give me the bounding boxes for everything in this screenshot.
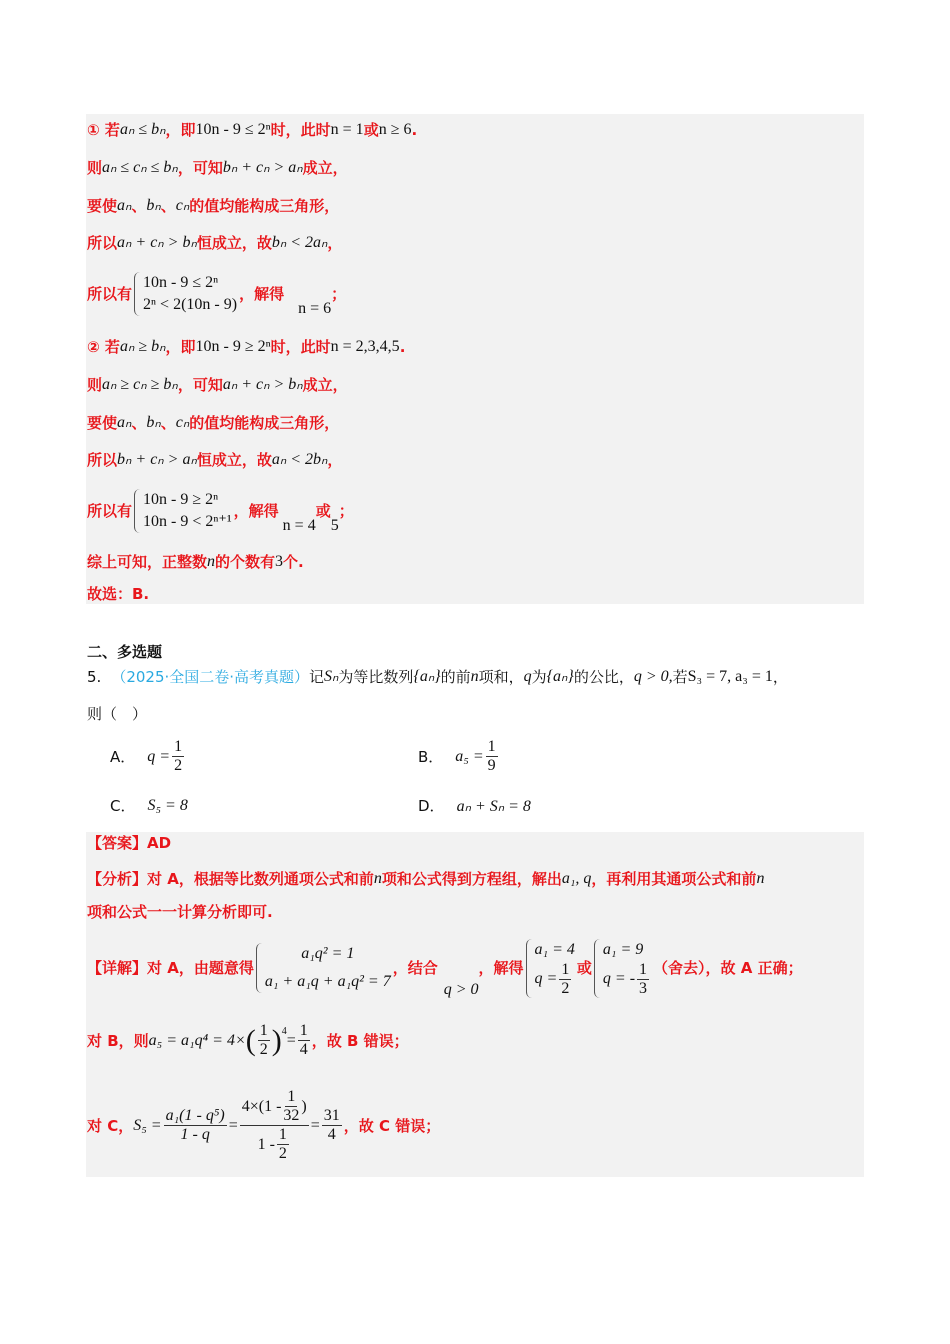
math: n [373, 870, 382, 887]
math: cₙ [175, 197, 190, 214]
math: aₙ [117, 197, 132, 214]
option-b[interactable] [418, 738, 500, 775]
numerator: a₁(1 - q⁵) [165, 1107, 225, 1124]
text: 【详解】对 A，由题意得 [87, 959, 254, 977]
text: 或 [315, 502, 331, 520]
denominator: 3 [639, 979, 648, 997]
text: 综上可知，正整数 [87, 553, 208, 571]
text: 所以有 [87, 502, 133, 520]
case2-line1 [87, 337, 405, 357]
question-line2: 则（ ） [87, 705, 148, 723]
math: q [523, 668, 532, 685]
math: aₙ ≤ bₙ [119, 121, 166, 138]
denominator: 32 [283, 1107, 300, 1124]
solution-system-2 [594, 939, 651, 998]
text: 时，此时 [270, 338, 331, 356]
math: = [286, 1031, 296, 1049]
option-d[interactable] [418, 795, 531, 816]
exponent: 4 [281, 1026, 287, 1037]
math: bₙ + cₙ > aₙ [117, 451, 197, 468]
denominator: 4 [327, 1126, 336, 1143]
math: aₙ ≤ cₙ ≤ bₙ [102, 159, 178, 176]
fraction [172, 738, 184, 775]
text: 项和， [478, 668, 524, 686]
text: 的个数有 [215, 553, 276, 571]
math: bₙ [146, 197, 161, 214]
text: 、 [131, 197, 147, 215]
detail-b [87, 1022, 409, 1059]
math: aₙ ≥ bₙ [119, 338, 166, 355]
text: ，故 B 错误； [311, 1031, 409, 1050]
math: = [228, 1116, 238, 1134]
text: 时，此时 [270, 121, 331, 139]
text: ，可知 [177, 159, 223, 177]
text: 要使 [87, 197, 118, 215]
text: 的值均能构成三角形， [189, 414, 340, 432]
option-label: C． [110, 797, 136, 815]
math: 1 - [257, 1135, 275, 1153]
text: 或 [576, 959, 592, 977]
denominator: 2 [174, 757, 183, 774]
fraction [164, 1107, 227, 1144]
fraction [322, 1107, 342, 1144]
equation-system [134, 489, 232, 533]
denominator: 9 [487, 757, 496, 774]
math: a₁ + a₁q + a₁q² = 7 [264, 973, 391, 990]
text: 恒成立，故 [196, 451, 272, 469]
math: q > 0, [633, 668, 673, 685]
math: a₁ = 4 [534, 940, 575, 958]
option-c[interactable] [110, 795, 188, 816]
math: n = 1 [330, 121, 364, 138]
detail-c [87, 1088, 440, 1163]
math: bₙ + cₙ > aₙ [222, 159, 303, 176]
numerator: 1 [487, 738, 496, 755]
denominator: 2 [259, 1041, 268, 1058]
text: 所以 [87, 451, 118, 469]
fraction [559, 961, 571, 998]
numerator: 1 [561, 960, 570, 978]
text: 要使 [87, 414, 118, 432]
math: 5 [330, 517, 339, 534]
fraction [258, 1022, 270, 1059]
math: q = [534, 970, 558, 987]
fraction [240, 1088, 309, 1163]
case2-line3 [87, 413, 339, 433]
math: cₙ [175, 414, 190, 431]
text: ① 若 [87, 121, 120, 139]
denominator: 2 [278, 1145, 287, 1162]
fraction [298, 1022, 310, 1059]
numerator: 31 [323, 1107, 340, 1124]
math: aₙ ≥ cₙ ≥ bₙ [102, 376, 178, 393]
question-source: （2025·全国二卷·高考真题） [111, 668, 310, 686]
text: ② 若 [87, 338, 120, 356]
text: 则 [87, 159, 103, 177]
math: q > 0 [443, 981, 479, 998]
math: aₙ < 2bₙ [271, 451, 328, 468]
text: . [411, 121, 418, 139]
case1-line4 [87, 233, 342, 253]
math: q = [147, 747, 171, 765]
section-title: 二、多选题 [87, 643, 163, 661]
fraction [637, 961, 649, 998]
text: 、 [160, 414, 176, 432]
math: q = - [602, 970, 636, 987]
math: aₙ + cₙ > bₙ [222, 376, 303, 393]
option-a[interactable] [110, 738, 186, 775]
math: n = 6 [298, 300, 332, 317]
math: 2ⁿ < 2(10n - 9) [143, 296, 238, 313]
math: 10n - 9 ≤ 2ⁿ [195, 121, 271, 138]
math: 10n - 9 ≥ 2ⁿ [143, 491, 219, 508]
math: a₁q² = 1 [301, 945, 355, 962]
numerator: 1 [299, 1022, 308, 1039]
math: a₅ = [455, 747, 484, 765]
detail-a [87, 935, 803, 1001]
text: 对 C， [87, 1116, 134, 1135]
text: ， [772, 668, 788, 686]
math: a₅ = a₁q⁴ = 4× [148, 1031, 246, 1049]
math: 4×(1 - [241, 1097, 282, 1115]
fraction [283, 1088, 299, 1125]
math: {aₙ} [413, 668, 441, 685]
text: 为 [531, 668, 547, 686]
equation-system [256, 943, 391, 993]
text: 的值均能构成三角形， [189, 197, 340, 215]
math: n [207, 553, 216, 570]
text: （舍去），故 A 正确； [653, 959, 803, 977]
text: 【分析】对 A，根据等比数列通项公式和前 [87, 870, 374, 888]
text: 若 [672, 668, 688, 686]
denominator: 4 [299, 1041, 308, 1058]
text: 成立， [302, 376, 348, 394]
denominator: 2 [561, 979, 570, 997]
text: 对 B，则 [87, 1031, 149, 1050]
case1-line1 [87, 120, 417, 140]
math: 10n - 9 < 2ⁿ⁺¹ [143, 513, 232, 530]
text: 的前 [440, 668, 471, 686]
text: 个. [283, 553, 304, 571]
text: ，即 [165, 121, 196, 139]
math: aₙ + cₙ > bₙ [117, 234, 197, 251]
math: bₙ < 2aₙ [271, 234, 328, 251]
text: ， [327, 234, 343, 252]
choice: 故选：B. [87, 585, 150, 603]
case2-line2 [87, 375, 348, 395]
text: ，解得 [233, 502, 279, 520]
option-label: A． [110, 748, 136, 766]
math: n = 4 [282, 517, 316, 534]
text: ， [327, 451, 343, 469]
math: n [470, 668, 479, 685]
text: ，故 C 错误； [343, 1116, 441, 1135]
numerator: 1 [259, 1022, 268, 1039]
question-stem [87, 667, 788, 687]
text: 所以有 [87, 285, 133, 303]
option-label: D． [418, 797, 445, 815]
math: S₅ = 8 [147, 796, 188, 814]
case1-line3 [87, 196, 339, 216]
math: 10n - 9 ≤ 2ⁿ [143, 274, 219, 291]
math: = [310, 1116, 320, 1134]
text: ，结合 [392, 959, 438, 977]
text: 所以 [87, 234, 118, 252]
text: ； [331, 285, 347, 303]
math: S₅ = [133, 1116, 162, 1134]
math: n ≥ 6 [378, 121, 412, 138]
conclusion [87, 552, 304, 572]
text: 记 [309, 668, 325, 686]
text: ，再利用其通项公式和前 [591, 870, 757, 888]
math: 3 [275, 553, 284, 570]
text: ，解得 [478, 959, 524, 977]
text: 、 [131, 414, 147, 432]
text: 或 [363, 121, 379, 139]
case2-line5 [87, 485, 354, 537]
text: 的公比， [573, 668, 634, 686]
math: a₁, q [561, 870, 592, 887]
case1-line2 [87, 158, 348, 178]
text: ，即 [165, 338, 196, 356]
analysis-line1 [87, 869, 764, 889]
math: Sₙ [324, 668, 339, 685]
math: 10n - 9 ≥ 2ⁿ [195, 338, 271, 355]
paren: ) [271, 1023, 282, 1057]
text: . [399, 338, 406, 356]
solution-system-1 [526, 939, 575, 998]
text: 成立， [302, 159, 348, 177]
math: {aₙ} [546, 668, 574, 685]
math: aₙ [117, 414, 132, 431]
option-label: B． [418, 748, 444, 766]
equation-system [134, 272, 237, 316]
fraction [486, 738, 498, 775]
math: ) [301, 1097, 307, 1115]
math: n [756, 870, 765, 887]
case1-line5 [87, 268, 346, 320]
text: ； [338, 502, 354, 520]
answer: 【答案】AD [87, 834, 172, 852]
text: ，解得 [239, 285, 285, 303]
text: 、 [160, 197, 176, 215]
denominator: 1 - q [180, 1126, 210, 1143]
analysis-line2: 项和公式一一计算分析即可. [87, 903, 273, 921]
text: 项和公式得到方程组，解出 [381, 870, 562, 888]
math: n = 2,3,4,5 [330, 338, 400, 355]
numerator: 1 [287, 1088, 296, 1105]
text: 恒成立，故 [196, 234, 272, 252]
math: aₙ + Sₙ = 8 [456, 797, 531, 815]
case2-line4 [87, 450, 342, 470]
paren: ( [245, 1023, 256, 1057]
question-number: 5. [87, 668, 102, 686]
fraction [277, 1126, 289, 1163]
math: a₁ = 9 [602, 940, 644, 958]
text: ，可知 [177, 376, 223, 394]
numerator: 1 [639, 960, 648, 978]
numerator: 1 [278, 1126, 287, 1143]
text: 则 [87, 376, 103, 394]
math: bₙ [146, 414, 161, 431]
numerator: 1 [174, 738, 183, 755]
text: 为等比数列 [338, 668, 414, 686]
math: S₃ = 7, a₃ = 1 [687, 668, 773, 685]
